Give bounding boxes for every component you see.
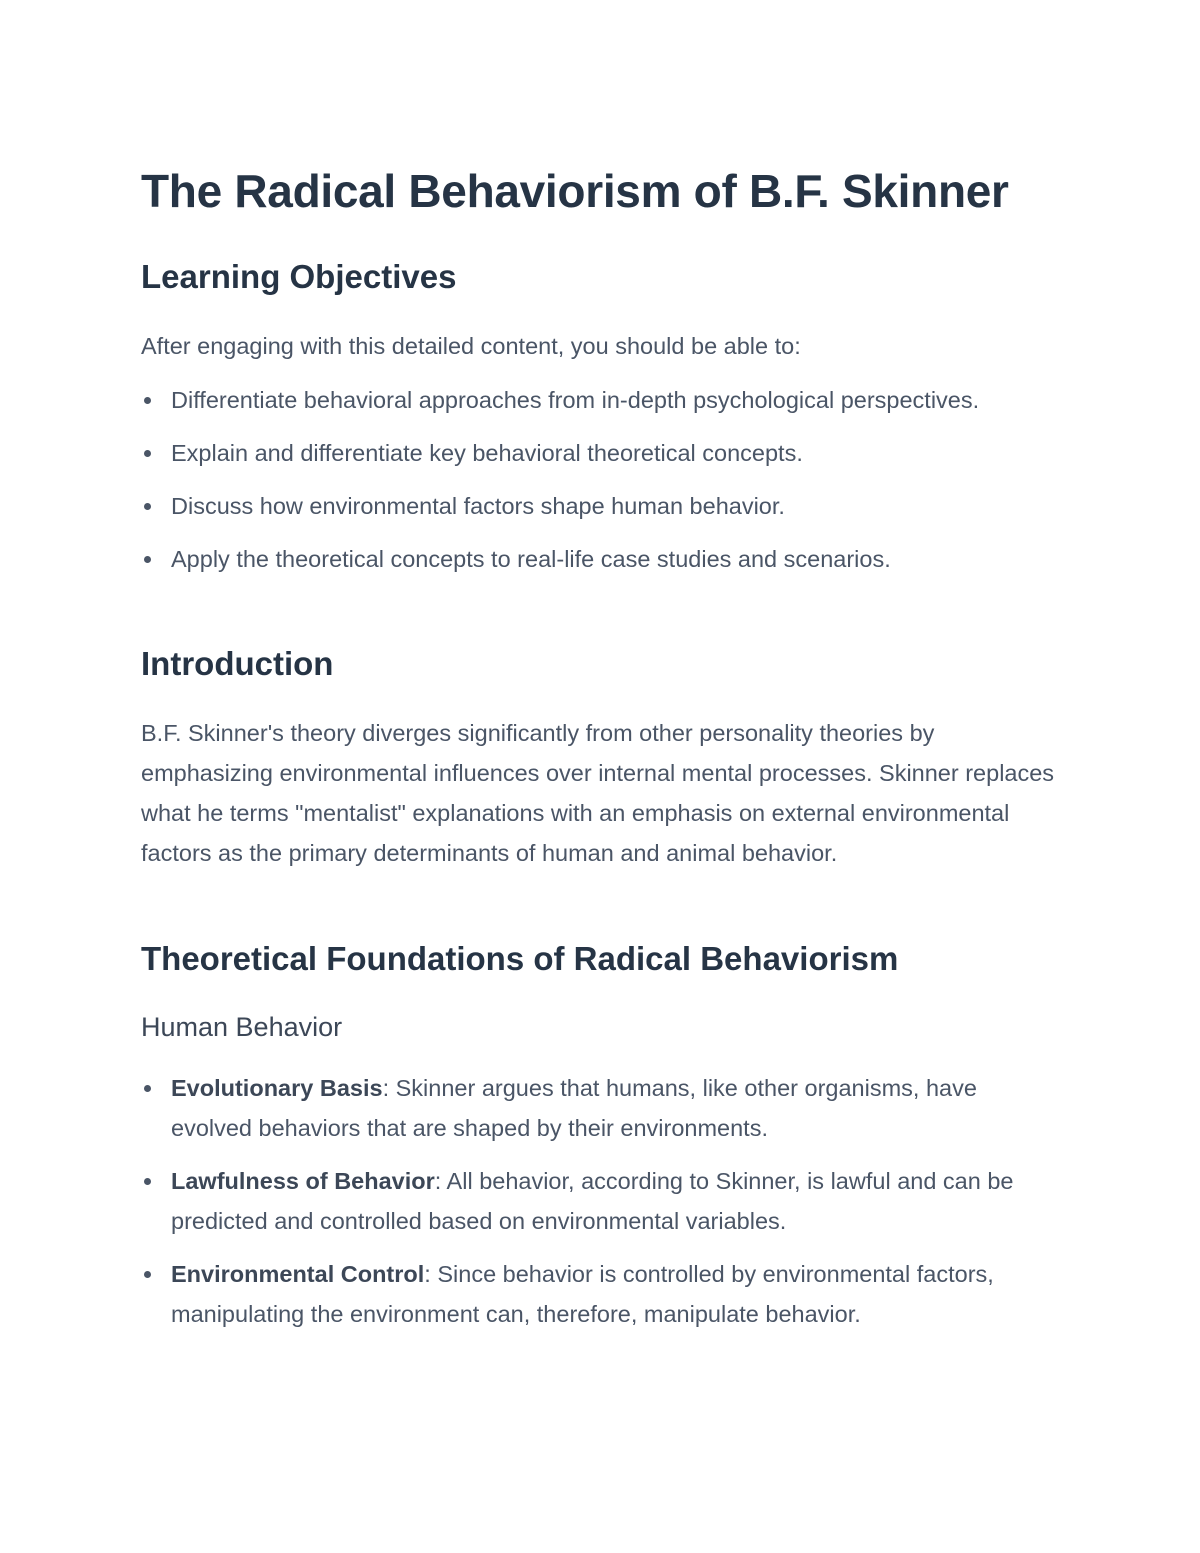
foundations-heading: Theoretical Foundations of Radical Behaviorism (141, 940, 899, 977)
term-description: : Since behavior is controlled by environmental factors, manipulating the environment can, therefore, manipulate behavior. (171, 1261, 994, 1327)
term-label: Lawfulness of Behavior (171, 1168, 435, 1194)
list-item (141, 539, 991, 579)
list-item (141, 1068, 1061, 1148)
bullet-icon (144, 503, 151, 510)
introduction-body: B.F. Skinner's theory diverges significantly from other personality theories by emphasizing environmental influences over internal mental processes. Skinner replaces what he terms "mentalist" explanations with an emphasis on external environmental factors as the primary determinants of human and animal behavior. (141, 720, 1055, 866)
list-item (141, 486, 991, 526)
foundations-list (141, 1068, 1061, 1347)
list-item (141, 380, 991, 420)
bullet-icon (144, 556, 151, 563)
list-item-text: Apply the theoretical concepts to real-life case studies and scenarios. (171, 546, 891, 572)
list-item-text: Discuss how environmental factors shape human behavior. (171, 493, 785, 519)
term-label: Environmental Control (171, 1261, 425, 1287)
introduction-heading: Introduction (141, 645, 334, 682)
bullet-icon (144, 450, 151, 457)
list-item (141, 1161, 1061, 1241)
list-item-text: Differentiate behavioral approaches from in-depth psychological perspectives. (171, 387, 980, 413)
objectives-intro: After engaging with this detailed content, you should be able to: (141, 333, 801, 359)
list-item (141, 433, 991, 473)
term-description: : All behavior, according to Skinner, is lawful and can be predicted and controlled based on environmental variables. (171, 1168, 1014, 1234)
bullet-icon (144, 1178, 151, 1185)
bullet-icon (144, 1271, 151, 1278)
term-description: : Skinner argues that humans, like other organisms, have evolved behaviors that are shaped by their environments. (171, 1075, 977, 1141)
human-behavior-subheading: Human Behavior (141, 1012, 343, 1042)
term-label: Evolutionary Basis (171, 1075, 383, 1101)
bullet-icon (144, 1085, 151, 1092)
document-title: The Radical Behaviorism of B.F. Skinner (141, 165, 1009, 217)
bullet-icon (144, 397, 151, 404)
learning-objectives-heading: Learning Objectives (141, 258, 457, 295)
objectives-list (141, 380, 991, 592)
list-item (141, 1254, 1051, 1334)
list-item-text: Explain and differentiate key behavioral theoretical concepts. (171, 440, 803, 466)
